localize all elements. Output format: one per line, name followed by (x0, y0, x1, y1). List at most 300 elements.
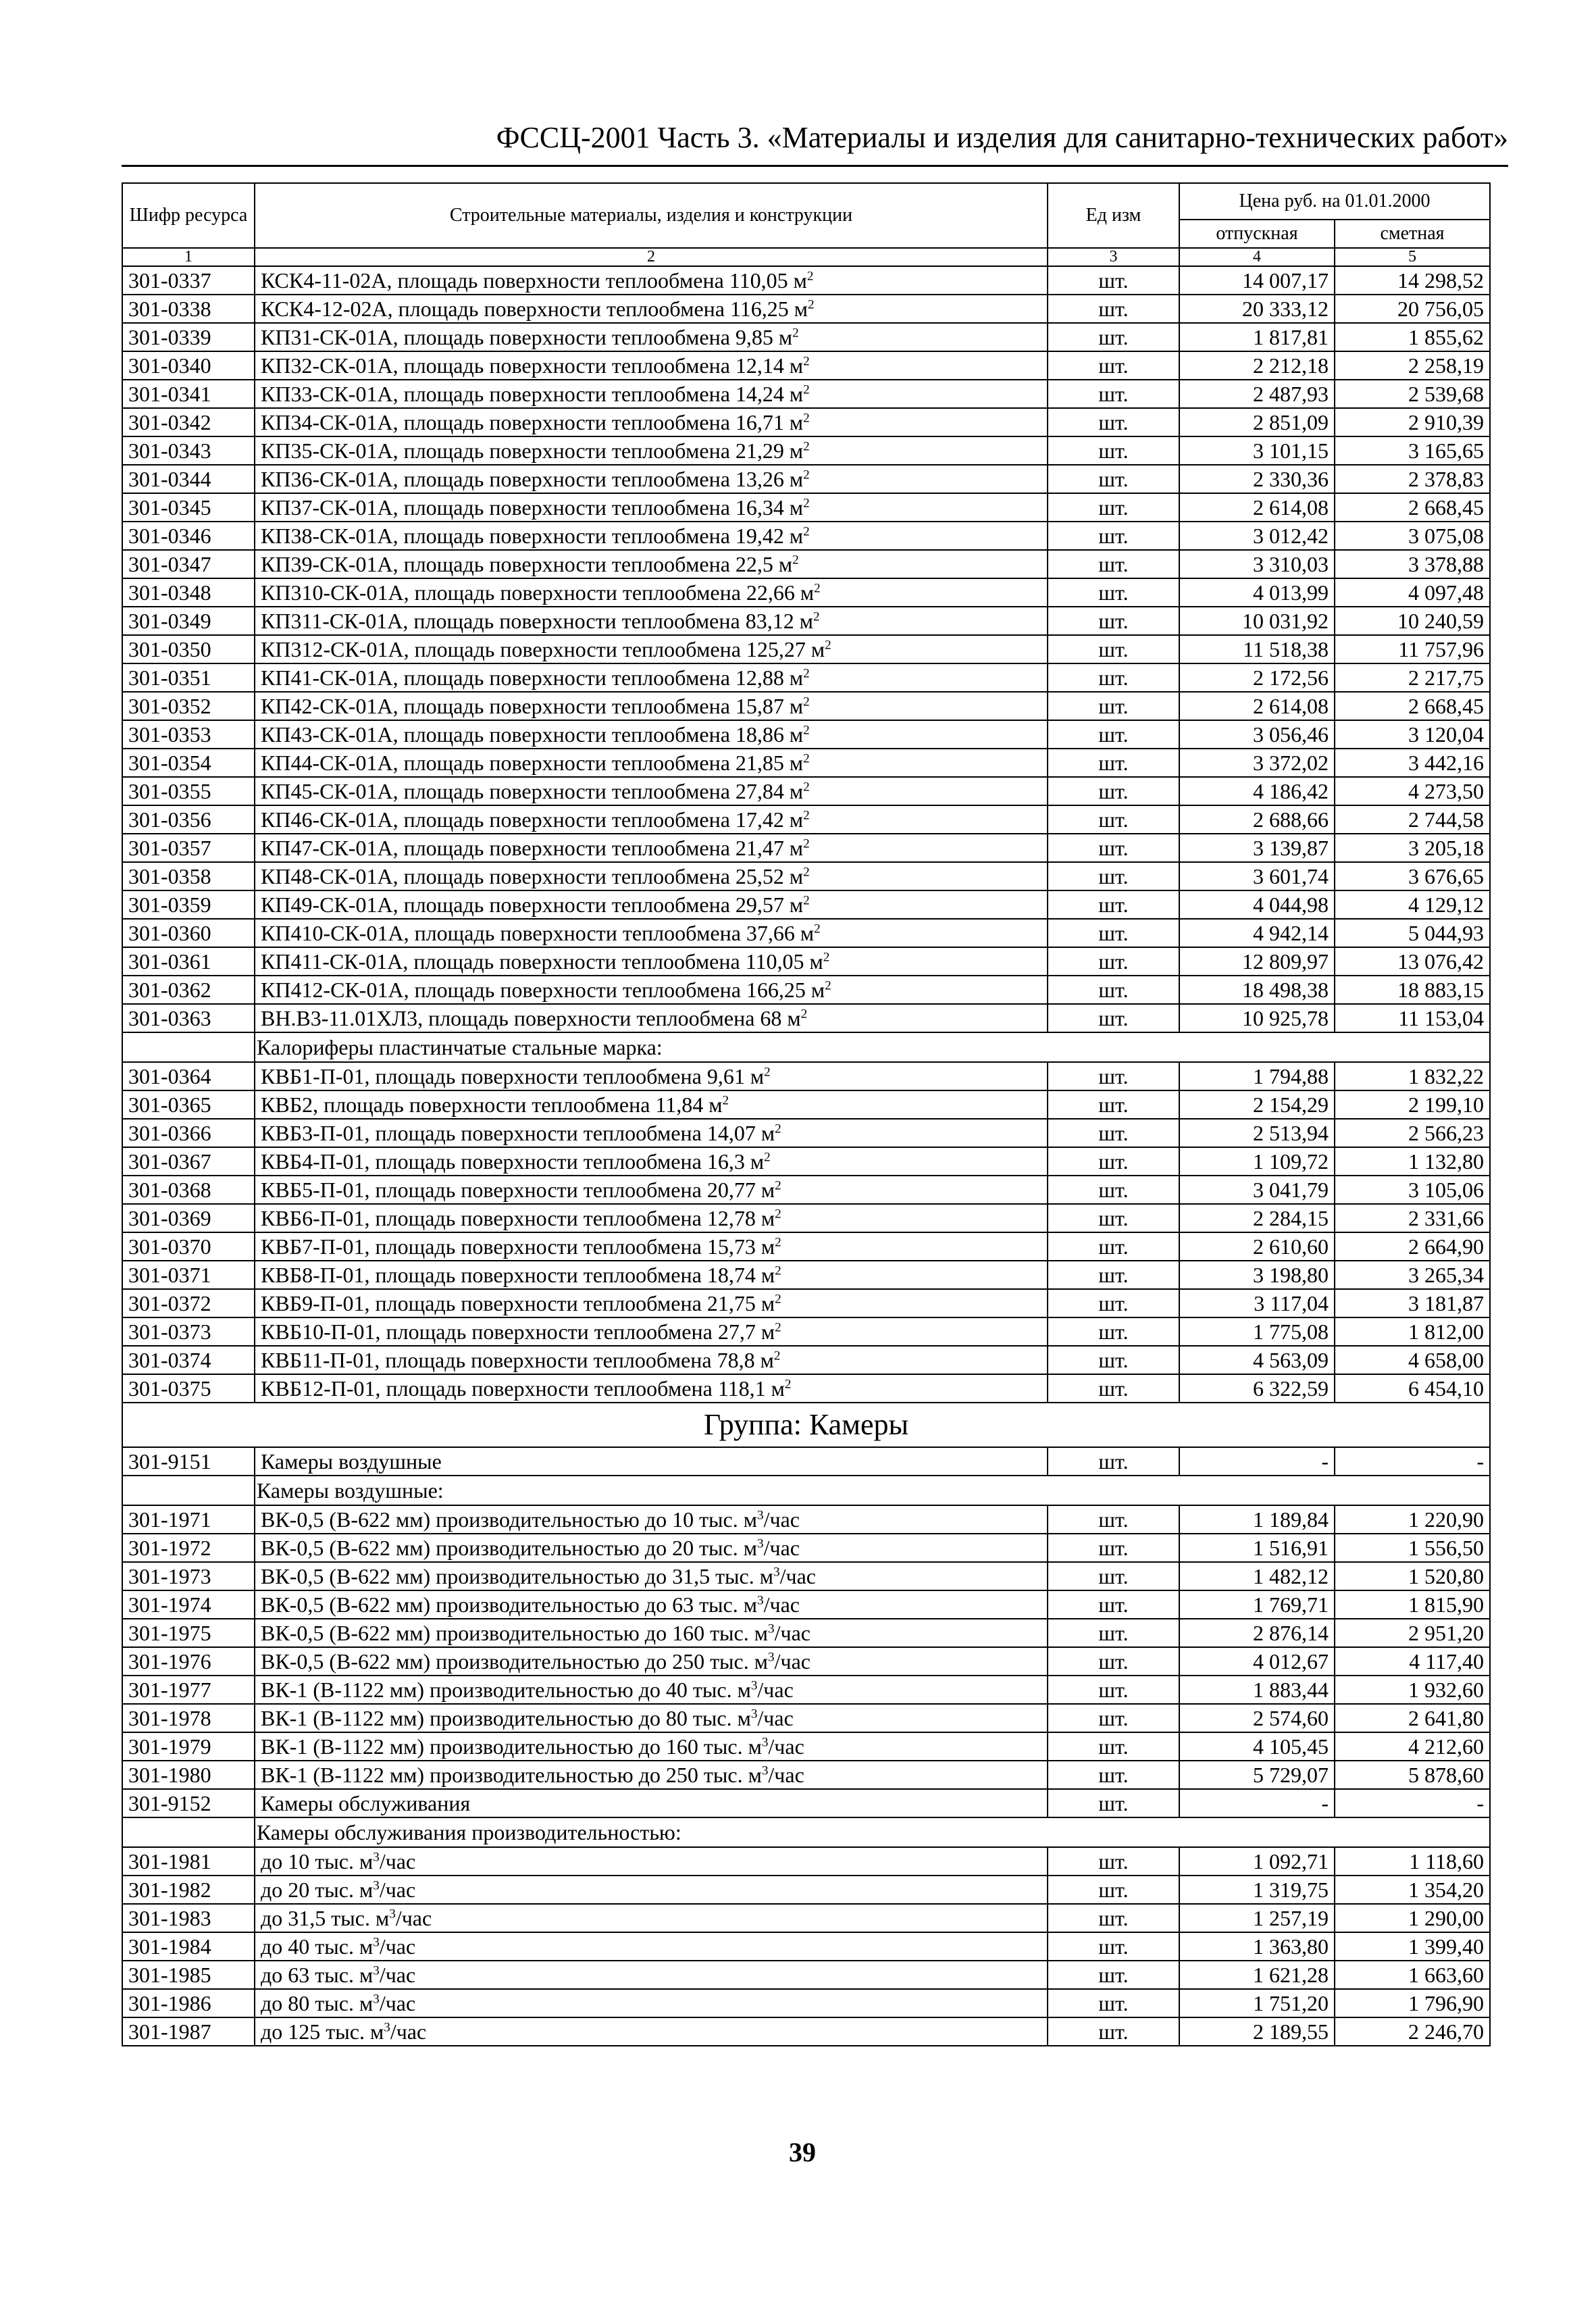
release-price-cell: 2 688,66 (1179, 805, 1335, 834)
unit-exponent: 2 (825, 638, 831, 653)
material-name-text: КВБ8-П-01, площадь поверхности теплообмена 18,74 м (261, 1263, 775, 1287)
estimate-price-cell: 2 910,39 (1335, 408, 1490, 436)
unit-cell: шт. (1048, 1176, 1179, 1204)
group-heading: Группа: Камеры (122, 1403, 1490, 1447)
material-name-cell (255, 1062, 1048, 1090)
unit-cell: шт. (1048, 550, 1179, 578)
column-number: 2 (255, 248, 1048, 266)
material-name-text: КП35-СК-01А, площадь поверхности теплообмена 21,29 м (261, 438, 804, 463)
resource-code-cell: 301-1987 (122, 2017, 255, 2046)
unit-exponent: 2 (813, 609, 820, 624)
release-price-cell: 4 012,67 (1179, 1647, 1335, 1676)
subheading-text: Камеры воздушные: (257, 1478, 444, 1503)
unit-exponent: 2 (764, 1150, 771, 1165)
resource-code-cell: 301-0355 (122, 777, 255, 805)
table-row (122, 1761, 1490, 1789)
material-name-text: КП36-СК-01А, площадь поверхности теплообмена 13,26 м (261, 467, 804, 491)
resource-code-cell: 301-0359 (122, 890, 255, 919)
resource-code-cell: 301-0360 (122, 919, 255, 947)
table-row (122, 919, 1490, 947)
material-name-text: КП41-СК-01А, площадь поверхности теплообмена 12,88 м (261, 665, 804, 690)
table-row (122, 1961, 1490, 1989)
release-price-cell: 4 563,09 (1179, 1346, 1335, 1374)
unit-cell: шт. (1048, 663, 1179, 692)
resource-code-cell: 301-0338 (122, 295, 255, 323)
release-price-cell: 10 925,78 (1179, 1004, 1335, 1032)
estimate-price-cell: 14 298,52 (1335, 266, 1490, 295)
table-row (122, 1704, 1490, 1732)
estimate-price-cell: 3 120,04 (1335, 720, 1490, 749)
table-row (122, 1374, 1490, 1403)
material-name-cell (255, 1676, 1048, 1704)
resource-code-cell: 301-0352 (122, 692, 255, 720)
unit-cell: шт. (1048, 1004, 1179, 1032)
estimate-price-cell: 20 756,05 (1335, 295, 1490, 323)
unit-cell: шт. (1048, 749, 1179, 777)
table-row (122, 607, 1490, 635)
unit-cell: шт. (1048, 1317, 1179, 1346)
resource-code-cell: 301-1986 (122, 1989, 255, 2017)
table-row (122, 663, 1490, 692)
unit-cell: шт. (1048, 976, 1179, 1004)
unit-cell: шт. (1048, 351, 1179, 380)
resource-code-cell: 301-1982 (122, 1876, 255, 1904)
resource-code-cell: 301-9152 (122, 1789, 255, 1817)
table-row (122, 1261, 1490, 1289)
release-price-cell: 2 513,94 (1179, 1119, 1335, 1147)
table-row (122, 1204, 1490, 1232)
material-name-text: КП34-СК-01А, площадь поверхности теплообмена 16,71 м (261, 410, 804, 434)
material-name-cell (255, 266, 1048, 295)
material-name-cell (255, 607, 1048, 635)
resource-code-cell: 301-0369 (122, 1204, 255, 1232)
release-price-cell: 1 363,80 (1179, 1932, 1335, 1961)
unit-exponent: 3 (757, 1536, 764, 1551)
estimate-price-cell: 1 832,22 (1335, 1062, 1490, 1090)
release-price-cell: 1 189,84 (1179, 1505, 1335, 1534)
material-name-text: КВБ1-П-01, площадь поверхности теплообмена 9,61 м (261, 1064, 765, 1088)
release-price-cell: 4 105,45 (1179, 1732, 1335, 1761)
release-price-cell: 12 809,97 (1179, 947, 1335, 976)
unit-exponent: 2 (808, 297, 815, 312)
unit-exponent: 2 (775, 1235, 781, 1250)
unit-cell: шт. (1048, 947, 1179, 976)
unit-exponent: 2 (775, 1292, 781, 1307)
material-name-text: КВБ3-П-01, площадь поверхности теплообмена 14,07 м (261, 1121, 775, 1145)
estimate-price-cell: 2 199,10 (1335, 1090, 1490, 1119)
material-name-text: КВБ12-П-01, площадь поверхности теплообмена 118,1 м (261, 1376, 785, 1401)
estimate-price-cell: - (1335, 1447, 1490, 1476)
material-name-text: КП32-СК-01А, площадь поверхности теплообмена 12,14 м (261, 353, 804, 378)
unit-suffix: /час (763, 1507, 800, 1532)
material-name-cell (255, 1847, 1048, 1876)
table-row (122, 351, 1490, 380)
estimate-price-cell: 2 566,23 (1335, 1119, 1490, 1147)
unit-suffix: /час (379, 1878, 416, 1902)
material-name-text: ВК-0,5 (В-622 мм) производительностью до 63 тыс. м (261, 1592, 757, 1617)
unit-exponent: 3 (750, 1678, 758, 1693)
release-price-cell: 3 310,03 (1179, 550, 1335, 578)
material-name-text: КП412-СК-01А, площадь поверхности теплообмена 166,25 м (261, 978, 825, 1002)
material-name-cell (255, 919, 1048, 947)
estimate-price-cell: 4 273,50 (1335, 777, 1490, 805)
estimate-price-cell: 1 220,90 (1335, 1505, 1490, 1534)
material-name-cell (255, 1232, 1048, 1261)
unit-cell: шт. (1048, 1346, 1179, 1374)
material-name-cell (255, 1346, 1048, 1374)
estimate-price-cell: 4 658,00 (1335, 1346, 1490, 1374)
unit-cell: шт. (1048, 890, 1179, 919)
table-row (122, 380, 1490, 408)
table-row (122, 749, 1490, 777)
material-name-text: КП46-СК-01А, площадь поверхности теплообмена 17,42 м (261, 807, 804, 832)
release-price-cell: 2 154,29 (1179, 1090, 1335, 1119)
material-name-text: КП45-СК-01А, площадь поверхности теплообмена 27,84 м (261, 779, 804, 803)
table-row (122, 862, 1490, 890)
material-name-cell (255, 323, 1048, 351)
release-price-cell: 4 186,42 (1179, 777, 1335, 805)
unit-exponent: 2 (825, 978, 831, 993)
table-row (122, 1232, 1490, 1261)
material-name-text: КВБ2, площадь поверхности теплообмена 11,84 м (261, 1092, 723, 1117)
release-price-cell: 3 117,04 (1179, 1289, 1335, 1317)
unit-cell: шт. (1048, 720, 1179, 749)
unit-exponent: 2 (803, 468, 810, 482)
estimate-price-cell: 4 212,60 (1335, 1732, 1490, 1761)
table-row (122, 1904, 1490, 1932)
material-name-text: КСК4-11-02А, площадь поверхности теплообмена 110,05 м (261, 268, 807, 293)
unit-exponent: 2 (792, 326, 799, 341)
subheading-cell (255, 1476, 1490, 1505)
material-name-cell (255, 1447, 1048, 1476)
resource-code-cell: 301-0357 (122, 834, 255, 862)
resource-code-cell: 301-0373 (122, 1317, 255, 1346)
material-name-text: КП31-СК-01А, площадь поверхности теплообмена 9,85 м (261, 325, 793, 349)
release-price-cell: - (1179, 1789, 1335, 1817)
resource-code-cell: 301-0350 (122, 635, 255, 663)
unit-exponent: 3 (373, 1850, 380, 1865)
resource-code-cell: 301-1983 (122, 1904, 255, 1932)
table-row (122, 1676, 1490, 1704)
unit-exponent: 2 (803, 751, 810, 766)
release-price-cell: - (1179, 1447, 1335, 1476)
material-name-text: КП39-СК-01А, площадь поверхности теплообмена 22,5 м (261, 552, 793, 576)
resource-code-cell: 301-0340 (122, 351, 255, 380)
material-name-text: КВБ10-П-01, площадь поверхности теплообмена 27,7 м (261, 1319, 775, 1344)
release-price-cell: 1 092,71 (1179, 1847, 1335, 1876)
estimate-price-cell: 3 181,87 (1335, 1289, 1490, 1317)
resource-code-cell: 301-0370 (122, 1232, 255, 1261)
unit-exponent: 3 (761, 1735, 769, 1750)
estimate-price-cell: 3 105,06 (1335, 1176, 1490, 1204)
unit-cell: шт. (1048, 834, 1179, 862)
release-price-cell: 1 482,12 (1179, 1562, 1335, 1590)
resource-code-cell: 301-0364 (122, 1062, 255, 1090)
material-name-cell (255, 1989, 1048, 2017)
material-name-cell (255, 1704, 1048, 1732)
material-name-cell (255, 890, 1048, 919)
unit-cell: шт. (1048, 1847, 1179, 1876)
material-name-text: до 125 тыс. м (261, 2019, 384, 2044)
unit-exponent: 3 (773, 1565, 780, 1580)
material-name-text: до 40 тыс. м (261, 1934, 374, 1959)
page-header-title: ФССЦ-2001 Часть 3. «Материалы и изделия для санитарно-технических работ» (496, 121, 1508, 154)
estimate-price-cell: 3 265,34 (1335, 1261, 1490, 1289)
unit-cell: шт. (1048, 919, 1179, 947)
subheading-text: Камеры обслуживания производительностью: (257, 1820, 681, 1844)
material-name-text: ВК-0,5 (В-622 мм) производительностью до 31,5 тыс. м (261, 1564, 773, 1588)
material-name-cell (255, 720, 1048, 749)
table-row (122, 1562, 1490, 1590)
table-row (122, 323, 1490, 351)
material-name-cell (255, 1261, 1048, 1289)
unit-cell: шт. (1048, 578, 1179, 607)
unit-suffix: /час (395, 1906, 432, 1930)
estimate-price-cell: 4 117,40 (1335, 1647, 1490, 1676)
estimate-price-cell: 2 668,45 (1335, 692, 1490, 720)
release-price-cell: 1 883,44 (1179, 1676, 1335, 1704)
unit-cell: шт. (1048, 1989, 1179, 2017)
unit-exponent: 3 (373, 1935, 380, 1950)
material-name-text: КП47-СК-01А, площадь поверхности теплообмена 21,47 м (261, 836, 804, 860)
release-price-cell: 2 189,55 (1179, 2017, 1335, 2046)
release-price-cell: 2 330,36 (1179, 465, 1335, 493)
resource-code-cell: 301-0375 (122, 1374, 255, 1403)
unit-exponent: 3 (373, 1878, 380, 1893)
resource-code-cell: 301-0344 (122, 465, 255, 493)
resource-code-cell: 301-0345 (122, 493, 255, 522)
unit-suffix: /час (768, 1734, 804, 1759)
material-name-cell (255, 663, 1048, 692)
material-name-text: КП310-СК-01А, площадь поверхности теплообмена 22,66 м (261, 580, 815, 605)
material-name-text: КП33-СК-01А, площадь поверхности теплообмена 14,24 м (261, 382, 804, 406)
table-row (122, 1147, 1490, 1176)
unit-cell: шт. (1048, 1534, 1179, 1562)
material-name-cell (255, 1876, 1048, 1904)
resource-code-cell: 301-0339 (122, 323, 255, 351)
subheading-spacer (122, 1817, 255, 1847)
resource-code-cell: 301-0361 (122, 947, 255, 976)
material-name-text: ВК-0,5 (В-622 мм) производительностью до 20 тыс. м (261, 1536, 757, 1560)
material-name-cell (255, 408, 1048, 436)
unit-cell: шт. (1048, 1119, 1179, 1147)
resource-code-cell: 301-0368 (122, 1176, 255, 1204)
estimate-price-cell: 2 664,90 (1335, 1232, 1490, 1261)
unit-exponent: 2 (775, 1263, 781, 1278)
release-price-cell: 2 614,08 (1179, 493, 1335, 522)
table-header (122, 183, 1490, 266)
resource-code-cell: 301-0342 (122, 408, 255, 436)
unit-exponent: 3 (757, 1508, 764, 1523)
material-name-cell (255, 1317, 1048, 1346)
table-body (122, 266, 1490, 2046)
material-name-cell (255, 834, 1048, 862)
unit-suffix: /час (379, 1963, 416, 1987)
material-name-cell (255, 550, 1048, 578)
resource-code-cell: 301-0341 (122, 380, 255, 408)
release-price-cell: 3 056,46 (1179, 720, 1335, 749)
unit-suffix: /час (379, 1991, 416, 2015)
unit-cell: шт. (1048, 862, 1179, 890)
material-name-cell (255, 635, 1048, 663)
estimate-price-cell: 1 520,80 (1335, 1562, 1490, 1590)
unit-cell: шт. (1048, 1761, 1179, 1789)
material-name-cell (255, 351, 1048, 380)
resource-code-cell: 301-1974 (122, 1590, 255, 1619)
material-name-cell (255, 692, 1048, 720)
estimate-price-cell: 1 796,90 (1335, 1989, 1490, 2017)
estimate-price-cell: 3 075,08 (1335, 522, 1490, 550)
resource-code-cell: 301-0358 (122, 862, 255, 890)
release-price-cell: 1 817,81 (1179, 323, 1335, 351)
material-name-cell (255, 1590, 1048, 1619)
unit-cell: шт. (1048, 522, 1179, 550)
unit-exponent: 2 (823, 950, 830, 965)
estimate-price-cell: 1 932,60 (1335, 1676, 1490, 1704)
material-name-cell (255, 578, 1048, 607)
unit-exponent: 2 (775, 1122, 781, 1136)
release-price-cell: 2 574,60 (1179, 1704, 1335, 1732)
estimate-price-cell: 2 668,45 (1335, 493, 1490, 522)
release-price-cell: 3 101,15 (1179, 436, 1335, 465)
resource-code-cell: 301-0347 (122, 550, 255, 578)
resource-code-cell: 301-1985 (122, 1961, 255, 1989)
release-price-cell: 1 257,19 (1179, 1904, 1335, 1932)
col-header-unit: Ед изм (1048, 183, 1179, 248)
material-name-cell (255, 465, 1048, 493)
release-price-cell: 4 013,99 (1179, 578, 1335, 607)
estimate-price-cell: 2 744,58 (1335, 805, 1490, 834)
release-price-cell: 3 372,02 (1179, 749, 1335, 777)
unit-cell: шт. (1048, 1704, 1179, 1732)
table-row (122, 834, 1490, 862)
material-name-cell (255, 1204, 1048, 1232)
estimate-price-cell: 1 354,20 (1335, 1876, 1490, 1904)
unit-cell: шт. (1048, 1447, 1179, 1476)
unit-cell: шт. (1048, 777, 1179, 805)
resource-code-cell: 301-0356 (122, 805, 255, 834)
unit-exponent: 2 (803, 723, 810, 738)
table-row (122, 1789, 1490, 1817)
material-name-cell (255, 1147, 1048, 1176)
table-row (122, 1932, 1490, 1961)
unit-cell: шт. (1048, 465, 1179, 493)
page-number: 39 (789, 2137, 816, 2167)
table-row (122, 1619, 1490, 1647)
unit-exponent: 3 (768, 1621, 775, 1636)
material-name-text: КП43-СК-01А, площадь поверхности теплообмена 18,86 м (261, 722, 804, 747)
table-row (122, 550, 1490, 578)
material-name-cell (255, 1647, 1048, 1676)
estimate-price-cell: 2 258,19 (1335, 351, 1490, 380)
resource-code-cell: 301-0337 (122, 266, 255, 295)
estimate-price-cell: 1 132,80 (1335, 1147, 1490, 1176)
unit-cell: шт. (1048, 805, 1179, 834)
resource-code-cell: 301-0343 (122, 436, 255, 465)
unit-cell: шт. (1048, 266, 1179, 295)
table-row (122, 1062, 1490, 1090)
resource-code-cell: 301-0354 (122, 749, 255, 777)
estimate-price-cell: 5 878,60 (1335, 1761, 1490, 1789)
release-price-cell: 2 284,15 (1179, 1204, 1335, 1232)
estimate-price-cell: 3 205,18 (1335, 834, 1490, 862)
table-row (122, 1534, 1490, 1562)
estimate-price-cell: 4 097,48 (1335, 578, 1490, 607)
resource-code-cell: 301-1980 (122, 1761, 255, 1789)
release-price-cell: 2 212,18 (1179, 351, 1335, 380)
col-header-release-price: отпускная (1179, 220, 1335, 248)
material-name-cell (255, 436, 1048, 465)
table-row (122, 465, 1490, 493)
material-name-text: до 10 тыс. м (261, 1849, 374, 1873)
unit-suffix: /час (379, 1934, 416, 1959)
unit-exponent: 2 (814, 581, 821, 596)
material-name-cell (255, 777, 1048, 805)
material-name-cell (255, 1289, 1048, 1317)
release-price-cell: 1 769,71 (1179, 1590, 1335, 1619)
resource-code-cell: 301-1972 (122, 1534, 255, 1562)
unit-cell: шт. (1048, 1261, 1179, 1289)
table-row (122, 976, 1490, 1004)
material-name-text: ВК-1 (В-1122 мм) производительностью до 160 тыс. м (261, 1734, 762, 1759)
material-name-cell (255, 1534, 1048, 1562)
table-row (122, 1505, 1490, 1534)
unit-cell: шт. (1048, 436, 1179, 465)
material-name-text: ВК-1 (В-1122 мм) производительностью до 40 тыс. м (261, 1678, 751, 1702)
release-price-cell: 1 751,20 (1179, 1989, 1335, 2017)
release-price-cell: 2 851,09 (1179, 408, 1335, 436)
unit-cell: шт. (1048, 1961, 1179, 1989)
material-name-text: ВК-0,5 (В-622 мм) производительностью до 250 тыс. м (261, 1649, 768, 1674)
table-row (122, 1847, 1490, 1876)
resource-code-cell: 301-0353 (122, 720, 255, 749)
estimate-price-cell: 2 217,75 (1335, 663, 1490, 692)
resource-code-cell: 301-1973 (122, 1562, 255, 1590)
unit-cell: шт. (1048, 692, 1179, 720)
unit-suffix: /час (763, 1536, 800, 1560)
material-name-text: ВК-1 (В-1122 мм) производительностью до 250 тыс. м (261, 1763, 762, 1787)
resource-code-cell: 301-1977 (122, 1676, 255, 1704)
release-price-cell: 20 333,12 (1179, 295, 1335, 323)
estimate-price-cell: 1 855,62 (1335, 323, 1490, 351)
estimate-price-cell: 1 399,40 (1335, 1932, 1490, 1961)
material-name-cell (255, 380, 1048, 408)
resource-code-cell: 301-1976 (122, 1647, 255, 1676)
resource-code-cell: 301-1981 (122, 1847, 255, 1876)
release-price-cell: 2 876,14 (1179, 1619, 1335, 1647)
subheading-spacer (122, 1032, 255, 1062)
unit-exponent: 3 (761, 1763, 769, 1778)
unit-exponent: 2 (803, 354, 810, 369)
material-name-text: КВБ7-П-01, площадь поверхности теплообмена 15,73 м (261, 1234, 775, 1259)
release-price-cell: 3 198,80 (1179, 1261, 1335, 1289)
material-name-cell (255, 1619, 1048, 1647)
price-table (122, 182, 1491, 2046)
unit-suffix: /час (390, 2019, 427, 2044)
resource-code-cell: 301-1975 (122, 1619, 255, 1647)
table-row (122, 635, 1490, 663)
resource-code-cell: 301-0362 (122, 976, 255, 1004)
release-price-cell: 4 044,98 (1179, 890, 1335, 919)
table-row (122, 436, 1490, 465)
unit-exponent: 2 (773, 1349, 781, 1363)
material-name-text: КП49-СК-01А, площадь поверхности теплообмена 29,57 м (261, 892, 804, 917)
table-row (122, 1090, 1490, 1119)
table-row (122, 266, 1490, 295)
release-price-cell: 1 794,88 (1179, 1062, 1335, 1090)
unit-exponent: 3 (384, 2020, 390, 2035)
estimate-price-cell: 2 246,70 (1335, 2017, 1490, 2046)
